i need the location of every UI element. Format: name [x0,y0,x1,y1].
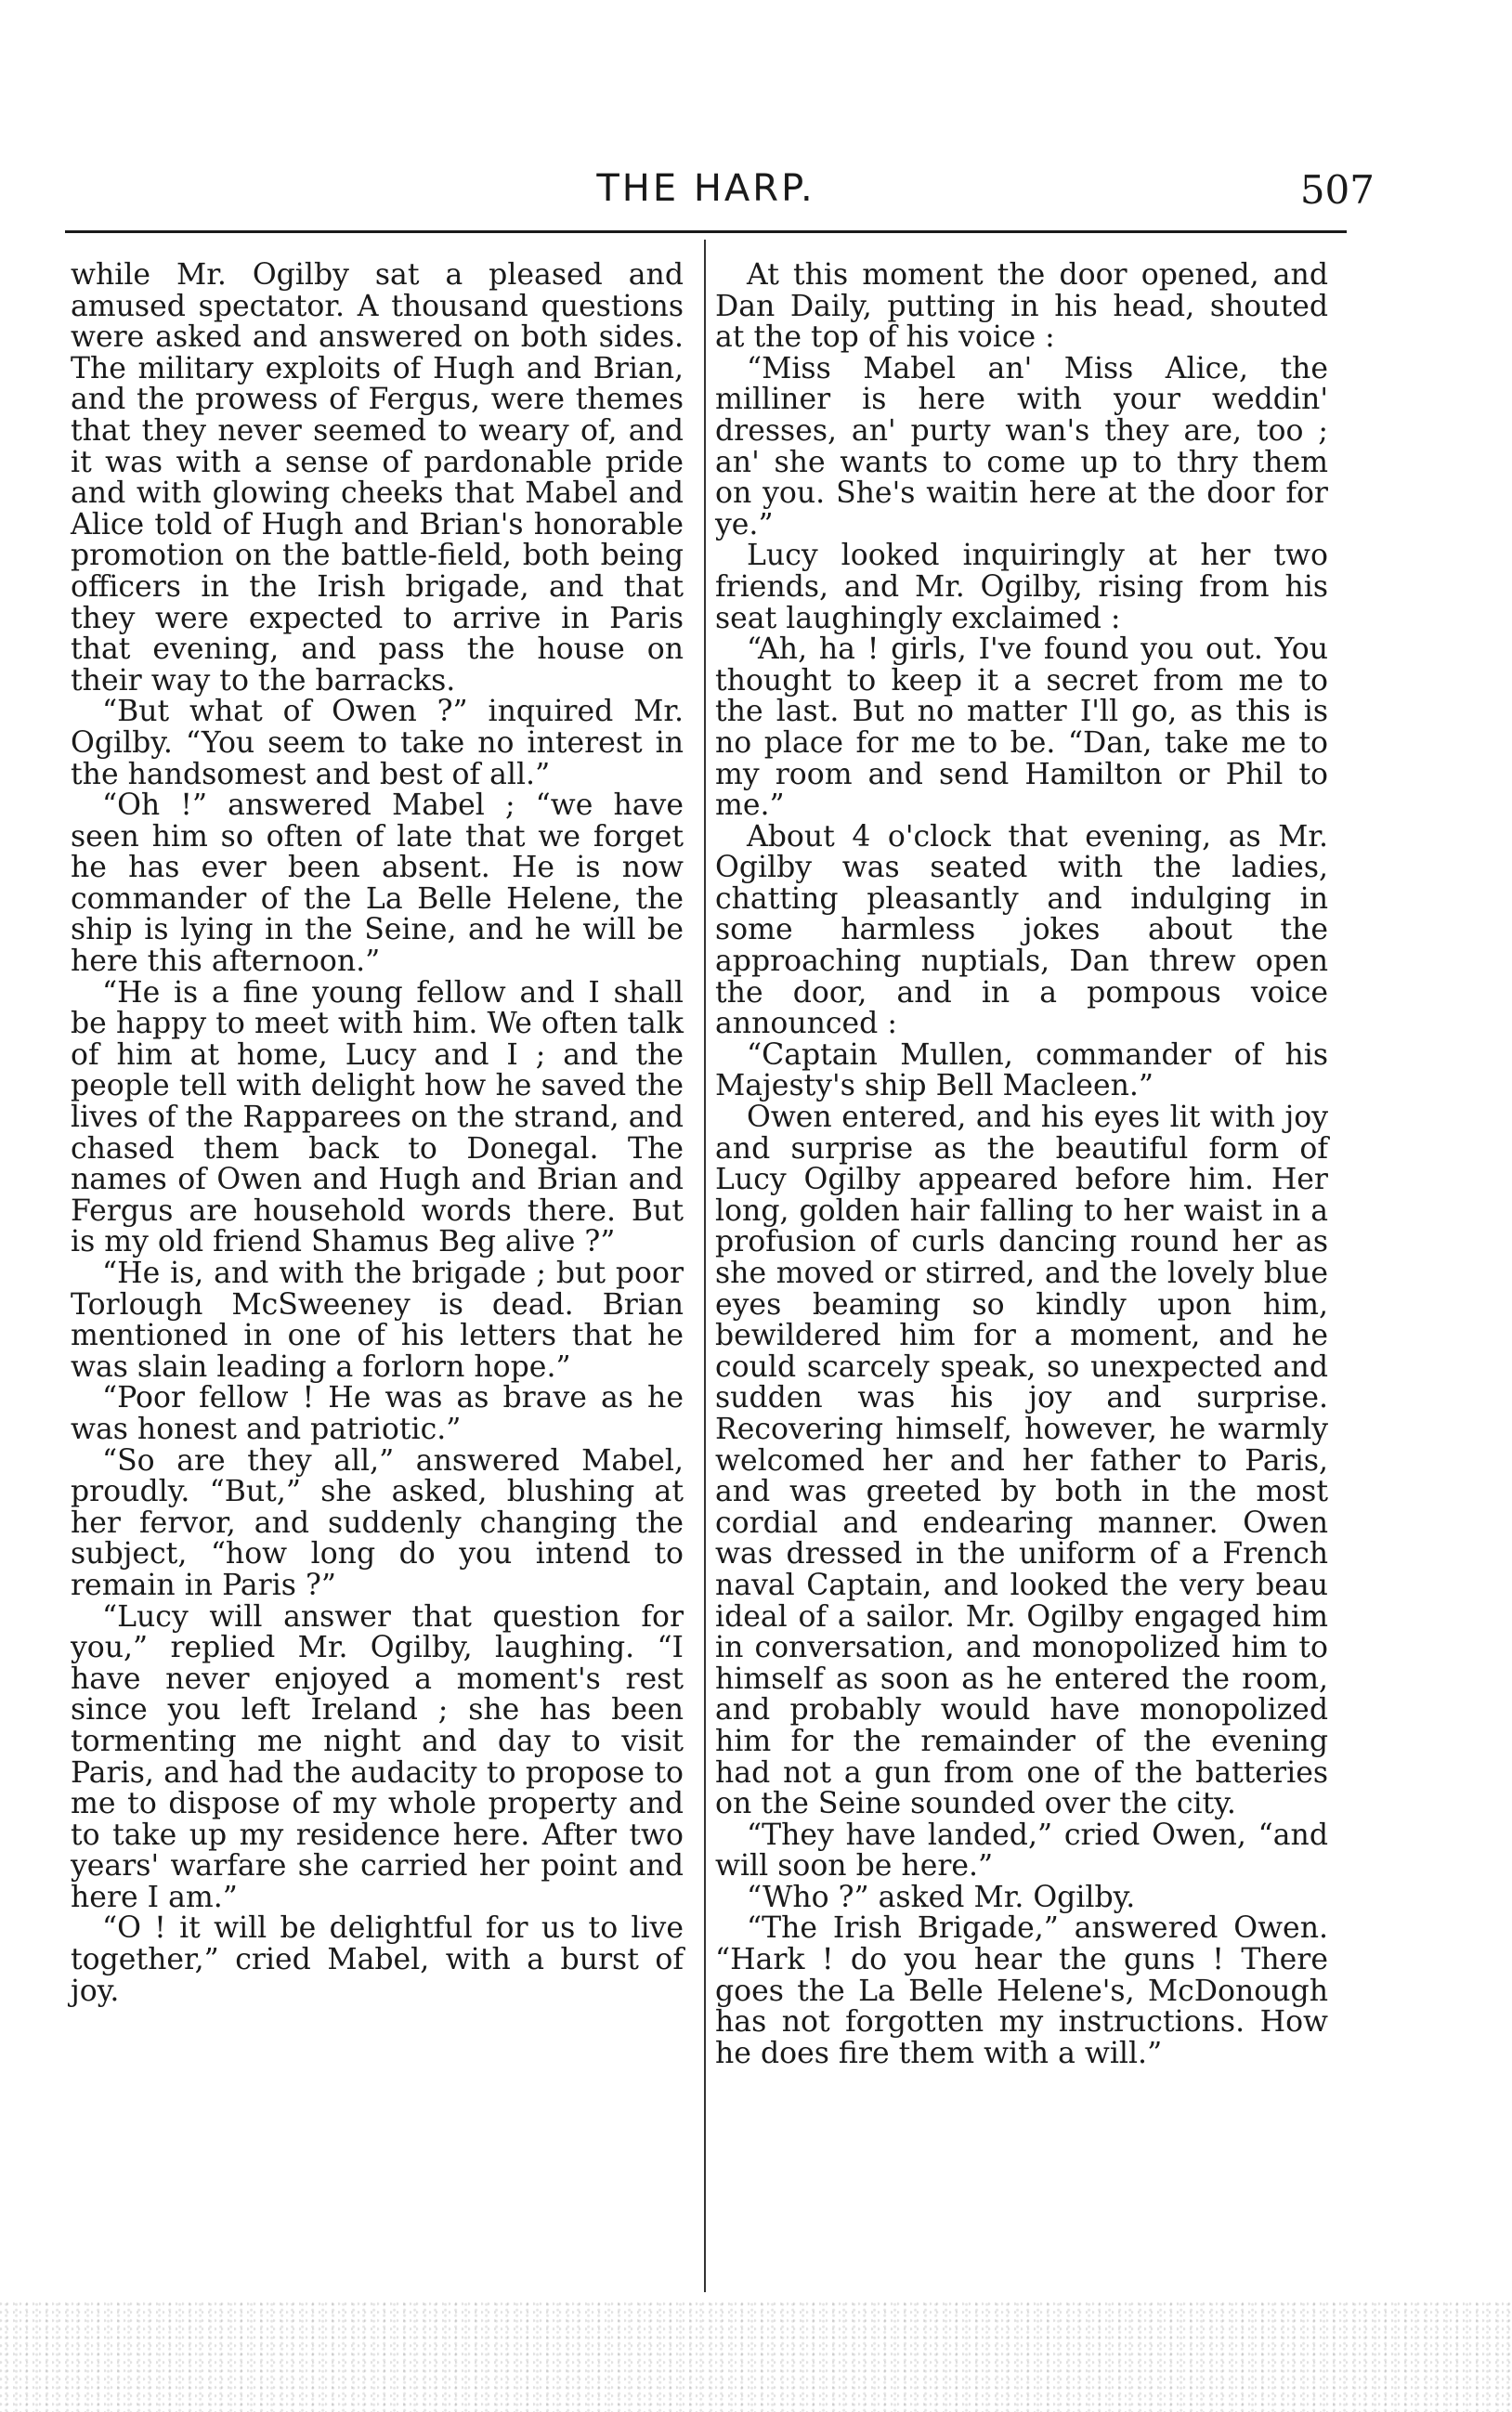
paragraph: “The Irish Brigade,” answered Owen. “Hark ! do you hear the guns ! There goes the La Belle Helene's, McDonough has not forgotten my instructions. How he does fire them with a will.” [715,1911,1328,2070]
page-header [65,167,1375,223]
paragraph: “Ah, ha ! girls, I've found you out. You thought to keep it a secret from me to the last. But no matter I'll go, as this is no place for me to be. “Dan, take me to my room and send Hamilton or Phil to me.” [715,632,1328,823]
paragraph: while Mr. Ogilby sat a pleased and amused spectator. A thousand questions were asked and answered on both sides. The military exploits of Hugh and Brian, and the prowess of Fergus, were themes that they never seemed to weary of, and it was with a sense of pardonable pride and with glowing cheeks that Mabel and Alice told of Hugh and Brian's honorable promotion on the battle-field, both being officers in the Irish brigade, and that they were expected to arrive in Paris that evening, and pass the house on their way to the barracks. [71,258,684,698]
paragraph: At this moment the door opened, and Dan Daily, putting in his head, shouted at the top of his voice : [715,258,1328,355]
paragraph: “But what of Owen ?” inquired Mr. Ogilby. “You seem to take no interest in the handsomest and best of all.” [71,695,684,791]
paragraph: “Captain Mullen, commander of his Majesty's ship Bell Macleen.” [715,1037,1328,1103]
paragraph: “He is a fine young fellow and I shall be happy to meet with him. We often talk of him at home, Lucy and I ; and the people tell with delight how he saved the lives of the Rapparees on the strand, and chased them back to Donegal. The names of Owen and Hugh and Brian and Fergus are household words there. But is my old friend Shamus Beg alive ?” [71,975,684,1259]
paragraph: About 4 o'clock that evening, as Mr. Ogilby was seated with the ladies, chatting pleasantly and indulging in some harmless jokes about the approaching nuptials, Dan threw open the door, and in a pompous voice announced : [715,819,1328,1041]
paragraph: “Poor fellow ! He was as brave as he was honest and patriotic.” [71,1381,684,1446]
paragraph: “O ! it will be delightful for us to live together,” cried Mabel, with a burst of joy. [71,1911,684,2008]
column-divider [704,240,706,2292]
paragraph: Owen entered, and his eyes lit with joy and surprise as the beautiful form of Lucy Ogilby appeared before him. Her long, golden hair falling to her waist in a profusion of curls dancing round her as she moved or stirred, and the lovely blue eyes beaming so kindly upon him, bewildered him for a moment, and he could scarcely speak, so unexpected and sudden was his joy and surprise. Recovering himself, however, he warmly welcomed her and her father to Paris, and was greeted by both in the most cordial and endearing manner. Owen was dressed in the uniform of a French naval Captain, and looked the very beau ideal of a sailor. Mr. Ogilby engaged him in conversation, and monopolized him to himself as soon as he entered the room, and probably would have monopolized him for the remainder of the evening had not a gun from one of the batteries on the Seine sounded over the city. [715,1101,1328,1821]
paragraph: “Oh !” answered Mabel ; “we have seen him so often of late that we forget he has ever been absent. He is now commander of the La Belle Helene, the ship is lying in the Seine, and he will be here this afternoon.” [71,789,684,979]
paragraph: “So are they all,” answered Mabel, proudly. “But,” she asked, blushing at her fervor, and suddenly changing the subject, “how long do you intend to remain in Paris ?” [71,1443,684,1602]
paragraph: “He is, and with the brigade ; but poor Torlough McSweeney is dead. Brian mentioned in one of his letters that he was slain leading a forlorn hope.” [71,1257,684,1384]
paragraph: “Who ?” asked Mr. Ogilby. [747,1880,1136,1914]
paragraph: “They have landed,” cried Owen, “and will soon be here.” [715,1818,1328,1884]
paragraph: “Lucy will answer that question for you,” replied Mr. Ogilby, laughing. “I have never enjoyed a moment's rest since you left Ireland ; she has been tormenting me night and day to visit Paris, and had the audacity to propose to me to dispose of my whole property and to take up my residence here. After two years' warfare she carried her point and here I am.” [71,1599,684,1914]
page-number: 507 [1299,167,1375,213]
running-title: THE HARP. [596,167,815,210]
header-rule [65,230,1347,233]
paper-speckle [0,2301,1512,2412]
left-column [71,260,684,2007]
paragraph: “Miss Mabel an' Miss Alice, the milliner is here with your weddin' dresses, an' purty wan's they are, too ; an' she wants to come up to thry them on you. She's waitin here at the door for ye.” [715,351,1328,541]
paragraph: Lucy looked inquiringly at her two friends, and Mr. Ogilby, rising from his seat laughingly exclaimed : [715,539,1328,635]
right-column [715,260,1328,2069]
